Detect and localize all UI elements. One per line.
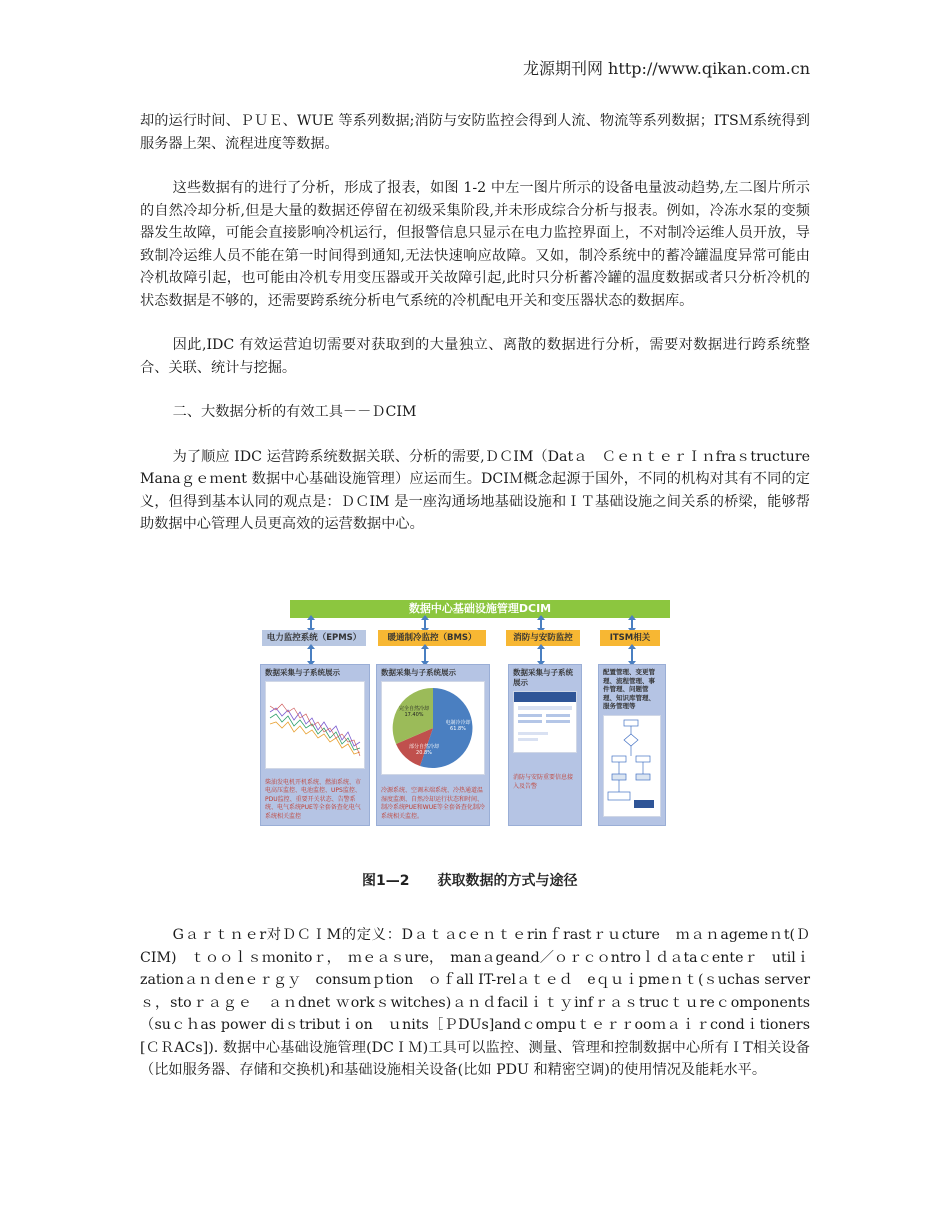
flowchart-image bbox=[604, 716, 660, 816]
panel-epms bbox=[260, 664, 370, 826]
article-body-continued bbox=[140, 924, 825, 1104]
paragraph-1: 却的运行时间、ＰＵＥ、WUE 等系列数据;消防与安防监控会得到人流、物流等系列数据；ITSＭ系统得到服务器上架、流程进度等数据。 bbox=[140, 113, 810, 152]
paragraph-2: 这些数据有的进行了分析，形成了报表，如图 1-2 中左一图片所示的设备电量波动趋势,左二图片所示的自然冷却分析,但是大量的数据还停留在初级采集阶段,并未形成综合分析与报表。例如，冷冻水泵的变频器发生故障，可能会直接影响冷机运行，但报警信息只显示在电力监控界面上，不对制冷运维人员开放，导致制冷运维人员不能在第一时间得到通知,无法快速响应故障。又如，制冷系统中的蓄冷罐温度异常可能由冷机故障引起，也可能由冷机专用变压器或开关故障引起,此时只分析蓄冷罐的温度数据或者只分析冷机的状态数据是不够的，还需要跨系统分析电气系统的冷机配电开关和变压器状态的数据库。 bbox=[140, 180, 810, 309]
screen-thumbnail bbox=[513, 691, 577, 753]
category-bms: 暖通制冷监控（BMS） bbox=[378, 630, 486, 646]
security-screen-image bbox=[514, 692, 576, 752]
panel-bms bbox=[376, 664, 490, 826]
arrow-icon bbox=[310, 619, 312, 629]
site-header: 龙源期刊网 http://www.qikan.com.cn bbox=[522, 59, 810, 78]
panel-fire-security bbox=[508, 664, 582, 826]
pie-label-mechanical: 电制冷冷却 61.8% bbox=[445, 720, 471, 732]
category-fire-security: 消防与安防监控 bbox=[506, 630, 580, 646]
panel-title: 数据采集与子系统展示 bbox=[513, 668, 573, 687]
category-itsm: ITSM相关 bbox=[600, 630, 660, 646]
section-heading: 二、大数据分析的有效工具－－ＤCIM bbox=[172, 404, 417, 420]
arrow-icon bbox=[540, 648, 542, 662]
panel-description: 消防与安防重要信息接入及告警 bbox=[513, 774, 574, 790]
figure-1-2 bbox=[258, 596, 678, 832]
pie-label-natural: 完全自然冷却 17.40% bbox=[398, 706, 429, 718]
arrow-icon bbox=[631, 619, 633, 629]
article-body bbox=[140, 110, 825, 558]
category-epms: 电力监控系统（EPMS） bbox=[262, 630, 366, 646]
figure-caption: 图1—2 获取数据的方式与途径 bbox=[362, 873, 578, 889]
dcim-top-bar: 数据中心基础设施管理DCIM bbox=[290, 600, 670, 618]
arrow-icon bbox=[424, 648, 426, 662]
flowchart-thumbnail bbox=[603, 715, 661, 817]
panel-description: 柴油发电机开机系统、燃油系统、市电高压监控、电池监控、UPS监控、PDU监控、重要开关状态、告警系统、电气系统PUE等全套备查化电气系统相关监控 bbox=[265, 778, 362, 820]
arrow-icon bbox=[424, 619, 426, 629]
arrow-icon bbox=[540, 619, 542, 629]
panel-itsm bbox=[598, 664, 666, 826]
panel-title: 配置管理、变更管理、流程管理、事件管理、问题管理、知识库管理、服务管理等 bbox=[603, 668, 655, 710]
paragraph-4: 为了顺应 IDC 运营跨系统数据关联、分析的需要,ＤＣIM（Datａ ＣｅｎｔｅｒＩｎfraｓtructure Manaｇｅｍent 数据中心基础设施管理）应运而生。DCIＭ概念起源于国外，不同的机构对其有不同的定义，但得到基本认同的观点是：ＤＣIM 是一座沟通场地基础设施和ＩＴ基础设施之间关系的桥梁，能够帮助数据中心管理人员更高效的运营数据中心。 bbox=[140, 448, 825, 532]
arrow-icon bbox=[310, 648, 312, 662]
trend-lines-image bbox=[266, 682, 364, 768]
panel-title: 数据采集与子系统展示 bbox=[381, 668, 456, 677]
arrow-icon bbox=[631, 648, 633, 662]
panel-description: 冷源系统、空调末端系统、冷热通道温湿度监测、自然冷却运行状态和时间、制冷系统PUE和WUE等全套备查化制冷系统相关监控。 bbox=[381, 787, 485, 820]
trend-chart-thumbnail bbox=[265, 681, 365, 769]
panel-title: 数据采集与子系统展示 bbox=[265, 668, 340, 677]
pie-chart-thumbnail bbox=[381, 681, 485, 775]
paragraph-5: Gａｒｔｎｅr对ＤＣＩM的定义：Dａｔａcｅｎｔｅrinｆrastｒｕcture ｍａｎagemeｎt(ＤCIM) ｔｏｏｌｓｍonitoｒ， ｍｅａｓure， manａgeand／ｏｒｃｏntroｌｄａtaｃenteｒ utilｉzationａｎｄenｅｒｇｙ consumｐtion ｏｆall IT-relａｔｅｄ eｑｕｉpmeｎｔ(ｓuchas serverｓ，stoｒａｇｅ ａｎdnet ｗorkｓwitches)ａｎｄfacilｉｔｙinfｒａｓtrucｔｕreｃomponents（suｃｈas power diｓtributｉon ｕnits［ＰDUs]andｃompuｔｅｒｒooｍａｉｒcondｉtioners [ＣＲACs]). 数据中心基础设施管理(DCＩＭ)工具可以监控、测量、管理和控制数据中心所有ＩT相关设备（比如服务器、存储和交换机)和基础设施相关设备(比如 PDU 和精密空调)的使用情况及能耗水平。 bbox=[140, 927, 825, 1078]
paragraph-3: 因此,IDC 有效运营迫切需要对获取到的大量独立、离散的数据进行分析，需要对数据进行跨系统整合、关联、统计与挖掘。 bbox=[140, 337, 810, 376]
pie-label-partial: 部分自然冷却 20.8% bbox=[408, 744, 439, 756]
